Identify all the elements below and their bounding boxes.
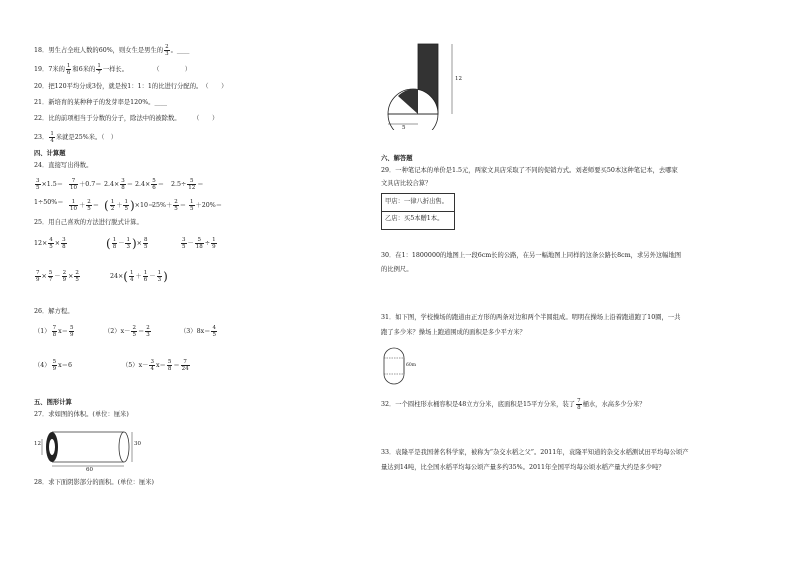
question-29-line1: 29．一种笔记本的单价是1.5元，两家文具店采取了不同的促销方式。刘老师要买50本这种笔记本，去哪家	[381, 167, 678, 174]
shaded-area-figure	[382, 40, 464, 130]
cylinder-length-label: 60	[86, 467, 93, 473]
calc-24-1: $\frac{3}{5}$ ×1.5＝	[36, 178, 64, 191]
shop-a-offer: 甲店：一律八折出售。	[385, 198, 448, 205]
promotion-box	[381, 193, 455, 230]
section-5-heading: 五、图形计算	[34, 399, 72, 406]
equation-26-5: （5）x－ $\frac{3}{4}$ x＝ $\frac{5}{8}$ ＝ $\frac{7}{24}$	[122, 359, 189, 372]
calc-24-6: 1÷50%＝	[34, 199, 64, 206]
question-32: 32．一个圆柱形水桶容积是48立方分米，底面积是15平方分米，装了 $\frac{7}{8}$ 桶水，水高多少分米？	[381, 398, 646, 411]
calc-24-2: $\frac{7}{10}$ ＋0.7＝	[70, 178, 102, 191]
question-22: 22．比的前项相当于分数的分子，除法中的被除数。 （ ）	[34, 115, 219, 122]
track-dimension-label: 60m	[406, 363, 416, 368]
question-20: 20．把120平均分成3份，就是按1：1：1的比进行分配的。 （ ）	[34, 83, 228, 90]
question-33-line1: 33．袁隆平是我国著名科学家，被称为“杂交水稻之父”。2011年，袁隆平知道的杂交水稻测试田平均每公顷产	[381, 449, 689, 456]
equation-26-2: （2）x－ $\frac{2}{5}$ ＝ $\frac{2}{3}$	[104, 325, 150, 338]
equation-26-3: （3）8x＝ $\frac{4}{5}$	[180, 325, 216, 338]
question-31-line1: 31．如下图，学校操场的跑道由正方形的两条对边和两个半圆组成。明明在操场上沿着跑道跑了10圈，一共	[381, 314, 681, 321]
calc-24-5: 2.5÷ $\frac{5}{12}$ ＝	[171, 178, 204, 191]
calc-24-7: $\frac{1}{10}$ ＋ $\frac{2}{5}$ ＝	[70, 199, 100, 212]
calc-24-8: ( $\frac{1}{2}$ ＋ $\frac{1}{5}$ )×10＝	[104, 198, 155, 213]
section-4-heading: 四、计算题	[34, 150, 66, 157]
question-25-label: 25．用自己喜欢的方法进行脱式计算。	[34, 219, 143, 226]
equation-26-1: （1） $\frac{7}{8}$ x＝ $\frac{5}{9}$	[34, 325, 74, 338]
question-29-line2: 文具店比较合算？	[381, 180, 432, 187]
question-18: 18．男生占全班人数的60%，则女生是男生的 $\frac{2}{3}$ 。____	[34, 44, 190, 57]
question-31-line2: 跑了多少米？操场上跑道围成的面积是多少平方米？	[381, 329, 526, 336]
section-6-heading: 六、解答题	[381, 155, 413, 162]
cylinder-height-label: 30	[134, 441, 141, 447]
expr-25-1: 12× $\frac{4}{5}$ × $\frac{3}{8}$	[34, 237, 66, 250]
question-21: 21．新培育的某种种子的发芽率是120%。____	[34, 99, 168, 106]
calc-24-4: 2.4× $\frac{5}{6}$ ＝	[135, 178, 165, 191]
question-33-line2: 量达到14吨，比全国水稻平均每公顷产量多约35%。2011年全国平均每公顷水稻产量大约是多少吨？	[381, 464, 665, 471]
expr-25-5: 24×( $\frac{1}{4}$ ＋ $\frac{1}{6}$ － $\frac{1}{3}$ )	[110, 269, 168, 284]
question-23: 23． $\frac{1}{4}$ 米就是25%米。（ ）	[34, 131, 118, 144]
calc-24-9: 25%＋ $\frac{2}{5}$ ＝	[152, 199, 187, 212]
question-30-line2: 的比例尺。	[381, 266, 413, 273]
expr-25-2: ( $\frac{1}{8}$ － $\frac{1}{3}$ )× $\frac{8}{5}$	[106, 236, 148, 251]
shop-b-offer: 乙店：买5本赠1本。	[385, 215, 444, 222]
equation-26-4: （4） $\frac{5}{9}$ x＝6	[34, 359, 72, 372]
calc-24-3: 2.4× $\frac{3}{8}$ ＝	[104, 178, 134, 191]
question-19: 19．7米的 $\frac{1}{6}$ 和6米的 $\frac{1}{7}$ 一样长。 （ ）	[34, 63, 191, 76]
question-27-label: 27．求如图的体积。(单位：厘米)	[34, 411, 129, 418]
figure-height-label: 12	[455, 76, 462, 82]
calc-24-10: $\frac{1}{5}$ ＋20%＝	[190, 199, 223, 212]
expr-25-4: $\frac{7}{9}$ × $\frac{5}{7}$ － $\frac{2}{9}$ × $\frac{2}{5}$	[36, 270, 79, 283]
cylinder-inner-label: 12	[34, 441, 41, 447]
question-26-label: 26．解方程。	[34, 308, 74, 315]
question-30-line1: 30．在1：1800000的地图上一段6cm长的公路，在另一幅地图上同样的这条公路长8cm，求另外这幅地图	[381, 252, 682, 259]
question-24-label: 24．直接写出得数。	[34, 162, 93, 169]
figure-radius-label: 5	[402, 125, 406, 131]
promotion-box-divider	[382, 211, 454, 212]
expr-25-3: $\frac{3}{5}$ － $\frac{5}{18}$ ÷ $\frac{1}{9}$	[182, 237, 216, 250]
question-28-label: 28．求下面阴影部分的面积。(单位：厘米)	[34, 479, 154, 486]
